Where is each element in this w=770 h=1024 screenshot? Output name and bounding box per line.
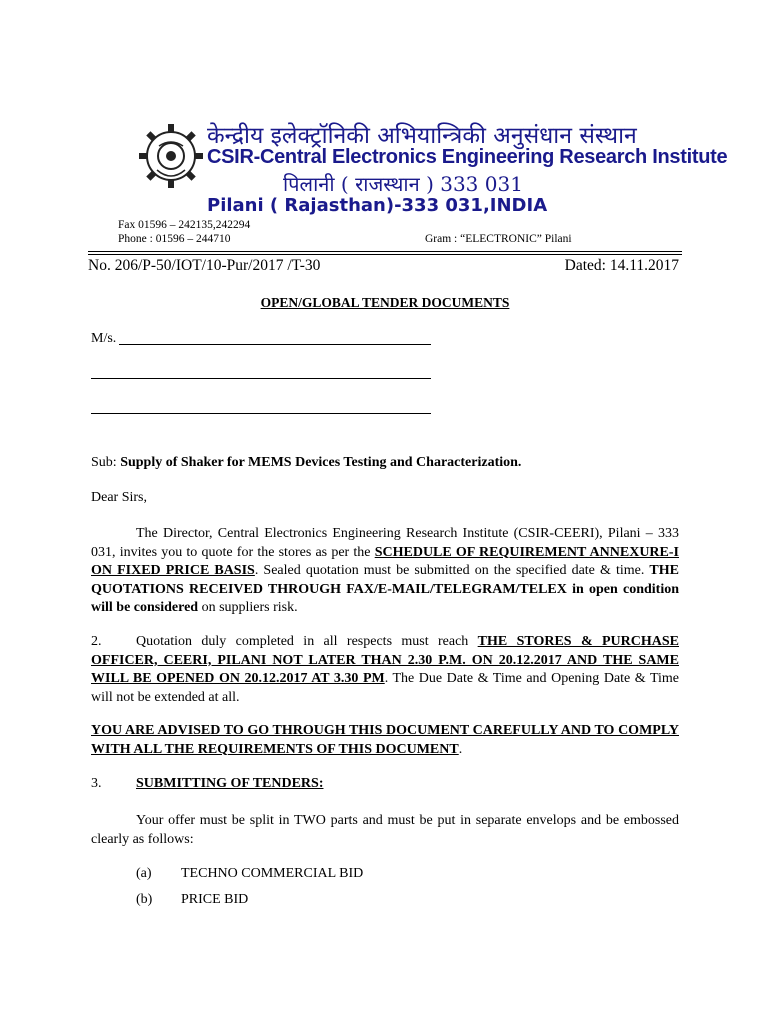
letterhead-rule-top [88, 251, 682, 252]
phone-number: Phone : 01596 – 244710 [118, 233, 231, 245]
p2-text-2: . The Due Date & Time and Opening Date & Time will not be extended at all. [91, 671, 680, 705]
section-3-heading: SUBMITTING OF TENDERS: [136, 776, 324, 791]
subject-prefix: Sub: [91, 455, 121, 470]
p1-schedule: SCHEDULE OF REQUIREMENT ANNEXURE-I ON FIXED PRICE BASIS [91, 544, 679, 578]
telegram-address: Gram : “ELECTRONIC” Pilani [425, 233, 572, 245]
salutation: Dear Sirs, [91, 490, 147, 505]
advice-text: YOU ARE ADVISED TO GO THROUGH THIS DOCUMENT CAREFULLY AND TO COMPLY WITH ALL THE REQUIREMENTS OF THIS DOCUMENT [91, 723, 679, 757]
addressee-line-2 [91, 378, 431, 379]
p1-quotations-note: THE QUOTATIONS RECEIVED THROUGH FAX/E-MAIL/TELEGRAM/TELEX in open condition will be considered [91, 563, 679, 615]
advice-end: . [458, 741, 463, 757]
item-b-label: (b) [136, 892, 153, 907]
institute-name-hindi: केन्द्रीय इलेक्ट्रॉनिकी अभियान्त्रिकी अनुसंधान संस्थान [207, 123, 637, 149]
item-a-text: TECHNO COMMERCIAL BID [181, 866, 364, 881]
p1-text-1: The Director, Central Electronics Engineering Research Institute (CSIR-CEERI), Pilani – 333 031, invites you to quote for the stores as per the [91, 526, 679, 560]
reference-number: No. 206/P-50/IOT/10-Pur/2017 /T-30 [88, 257, 321, 274]
p2-deadline: THE STORES & PURCHASE OFFICER, CEERI, PILANI NOT LATER THAN 2.30 P.M. ON 20.12.2017 AND THE SAME WILL BE OPENED ON 20.12.2017 AT 3.30 PM [91, 634, 679, 686]
addressee-line-3 [91, 413, 431, 414]
item-a-label: (a) [136, 866, 152, 881]
reference-row [88, 257, 682, 275]
ms-label: M/s. [91, 331, 117, 346]
advice-paragraph [91, 722, 679, 759]
p1-text-2: . Sealed quotation must be submitted on the specified date & time. [254, 563, 650, 578]
paragraph-1 [91, 525, 679, 618]
document-title: OPEN/GLOBAL TENDER DOCUMENTS [260, 295, 510, 310]
section-3-number: 3. [91, 776, 102, 791]
institute-name-english: CSIR-Central Electronics Engineering Research Institute [207, 146, 728, 168]
section-3-body: Your offer must be split in TWO parts and must be put in separate envelops and be embossed clearly as follows: [91, 813, 679, 847]
address-english: Pilani ( Rajasthan)-333 031,INDIA [207, 195, 548, 216]
subject-text: Supply of Shaker for MEMS Devices Testing and Characterization. [120, 455, 522, 470]
paragraph-2 [91, 633, 679, 707]
addressee-line-1 [119, 344, 431, 345]
csir-ceeri-logo [135, 120, 207, 192]
fax-number: Fax 01596 – 242135,242294 [118, 219, 251, 231]
subject-line [91, 455, 521, 471]
address-hindi: पिलानी ( राजस्थान ) 333 031 [283, 172, 523, 196]
reference-date: Dated: 14.11.2017 [564, 257, 679, 274]
p2-number: 2. [91, 634, 102, 649]
item-b-text: PRICE BID [181, 892, 249, 907]
p2-text-1: Quotation duly completed in all respects must reach [136, 634, 478, 649]
p1-text-3: on suppliers risk. [198, 600, 298, 615]
letterhead-rule-bottom [88, 254, 682, 255]
